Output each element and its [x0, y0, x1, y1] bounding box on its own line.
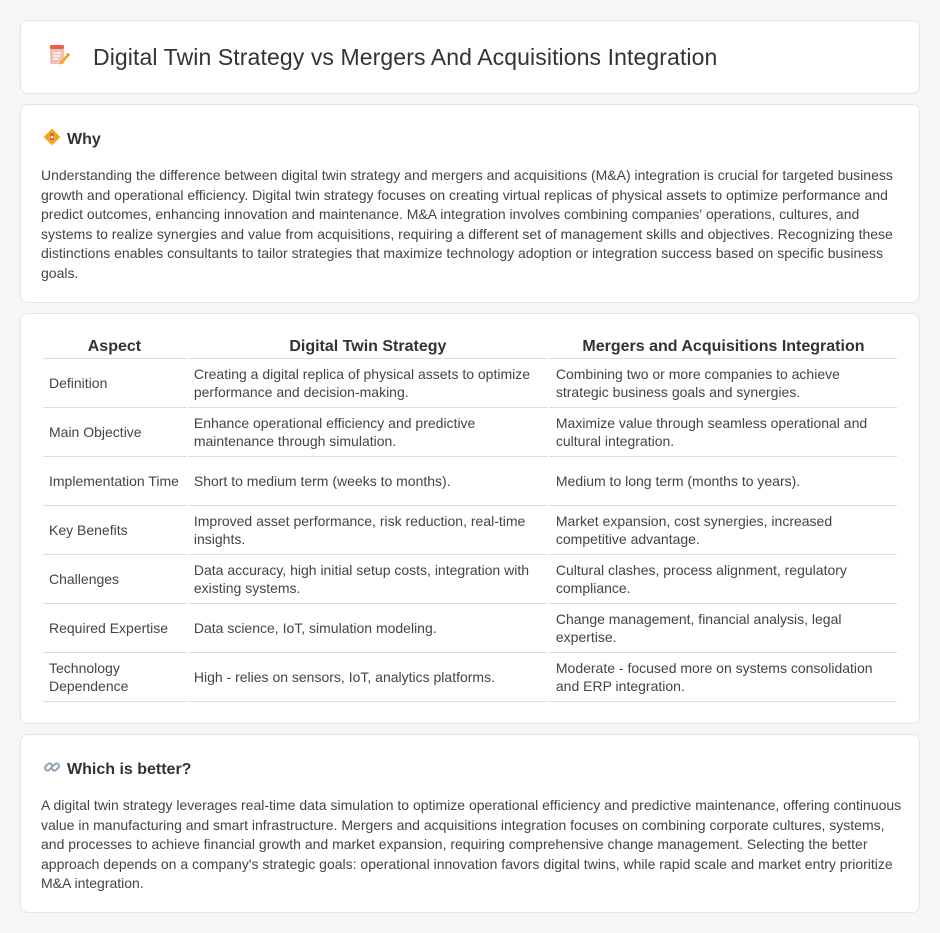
why-text: Understanding the difference between digital twin strategy and mergers and acquisitions (M&A) integration is crucial for targeted business growth and operational efficiency. Digital twin strategy focuses on creating virtual replicas of physical assets to optimize performance and predict outcomes, enhancing innovation and maintenance. M&A integration involves combining companies' operations, cultures, and systems to realize synergies and value from acquisitions, requiring a different set of management skills and objectives. Recognizing these distinctions enables consultants to tailor strategies that maximize technology adoption or integration success based on specific business goals. — [41, 167, 893, 281]
digital-twin-cell: Data science, IoT, simulation modeling. — [188, 604, 548, 653]
digital-twin-cell: Improved asset performance, risk reduction, real-time insights. — [188, 506, 548, 555]
why-section — [20, 104, 920, 303]
ma-integration-cell: Medium to long term (months to years). — [550, 457, 897, 506]
digital-twin-cell: Short to medium term (weeks to months). — [188, 457, 548, 506]
aspect-cell: Challenges — [43, 555, 186, 604]
ma-integration-cell: Market expansion, cost synergies, increased competitive advantage. — [550, 506, 897, 555]
aspect-cell: Definition — [43, 359, 186, 408]
header-aspect: Aspect — [43, 334, 186, 359]
aspect-cell: Implementation Time — [43, 457, 186, 506]
digital-twin-cell: Data accuracy, high initial setup costs, integration with existing systems. — [188, 555, 548, 604]
ma-integration-cell: Maximize value through seamless operational and cultural integration. — [550, 408, 897, 457]
link-icon — [43, 758, 67, 781]
header-digital-twin: Digital Twin Strategy — [188, 334, 548, 359]
digital-twin-cell: Creating a digital replica of physical assets to optimize performance and decision-making. — [188, 359, 548, 408]
table-row — [43, 604, 897, 653]
header-mergers-acquisitions: Mergers and Acquisitions Integration — [550, 334, 897, 359]
ma-integration-cell: Cultural clashes, process alignment, regulatory compliance. — [550, 555, 897, 604]
better-heading — [43, 758, 191, 781]
digital-twin-cell: High - relies on sensors, IoT, analytics platforms. — [188, 653, 548, 702]
table-row — [43, 359, 897, 408]
ma-integration-cell: Moderate - focused more on systems consolidation and ERP integration. — [550, 653, 897, 702]
table-row — [43, 408, 897, 457]
ma-integration-cell: Combining two or more companies to achieve strategic business goals and synergies. — [550, 359, 897, 408]
why-heading — [43, 128, 101, 151]
why-title: Why — [67, 130, 101, 148]
aspect-cell: Required Expertise — [43, 604, 186, 653]
table-row — [43, 653, 897, 702]
table-header-row — [43, 334, 897, 359]
title-card — [20, 20, 920, 94]
page-title: Digital Twin Strategy vs Mergers And Acquisitions Integration — [93, 43, 718, 70]
aspect-cell: Key Benefits — [43, 506, 186, 555]
ma-integration-cell: Change management, financial analysis, legal expertise. — [550, 604, 897, 653]
better-title: Which is better? — [67, 760, 192, 778]
which-is-better-section — [20, 734, 920, 913]
better-text: A digital twin strategy leverages real-time data simulation to optimize operational efficiency and predictive maintenance, offering continuous value in manufacturing and smart infrastructure. Mergers and acquisitions integration focuses on combining corporate cultures, systems, and processes to achieve financial growth and market expansion, requiring comprehensive change management. Selecting the better approach depends on a company's strategic goals: operational innovation favors digital twins, while rapid scale and market entry prioritize M&A integration. — [41, 797, 902, 891]
comparison-table — [41, 334, 899, 702]
table-row — [43, 457, 897, 506]
table-row — [43, 555, 897, 604]
diamond-sign-icon — [43, 128, 67, 151]
digital-twin-cell: Enhance operational efficiency and predictive maintenance through simulation. — [188, 408, 548, 457]
aspect-cell: Main Objective — [43, 408, 186, 457]
comparison-table-card — [20, 313, 920, 724]
aspect-cell: Technology Dependence — [43, 653, 186, 702]
table-row — [43, 506, 897, 555]
document-pencil-icon — [47, 43, 93, 72]
